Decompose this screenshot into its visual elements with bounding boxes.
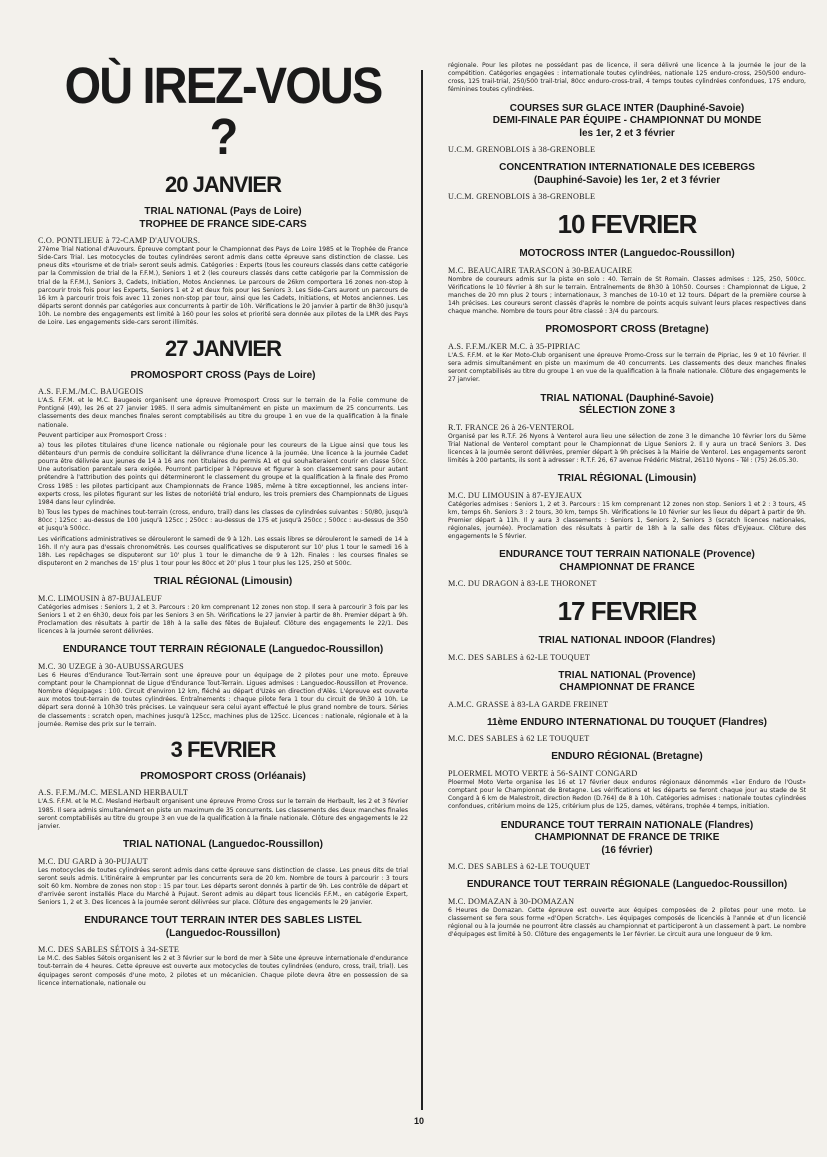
event-title: PROMOSPORT CROSS (Orléanais) <box>140 770 306 782</box>
event-text: Organisé par les R.T.F. 26 Nyons à Venterol aura lieu une sélection de zone 3 le dimanche 10 février lors du 5ème Trial National de Venterol comptant pour le Championnat de Ligue Seniors 2. Il y aura un tracé Seniors 3. Des licences à la journée seront délivrées, premier départ à 9h précises à la Mairie de Venterol. Les engagements seront limités à 200 partants, ils sont à adresser : R.T.F. 26, 67 avenue Frédéric Mistral, 26110 Nyons - Tél : (75) 26.05.30. <box>448 432 806 464</box>
event-text: Catégories admises : Seniors 1, 2 et 3. Parcours : 15 km comprenant 12 zones non stop. Seniors 1 et 2 : 3 tours, 45 km, temps 6h. Seniors 3 : 2 tours, 30 km, temps 5h. Vérifications le 10 février sur les lieux du départ à partir de 9h. Premier départ à 11h. Il y aura 3 classements : Seniors 1, Seniors 2, Seniors 3 (scratch licences nationales, régionales, journée). Proclamation des résultats à partir de 18h à la salle des fêtes d'Eyjeaux. Clôture des engagements le 5 février. <box>448 500 806 541</box>
event-text: 27ème Trial National d'Auvours. Épreuve comptant pour le Championnat des Pays de Loire 1985 et le Trophée de France Side-Cars Trial. Les motocycles de toutes cylindrées seront admis dans cette épreuve sans distinction de classe. Les pneus dits «tourisme et de trial» seront seuls admis. Catégories : Experts (tous les coureurs classés dans cette catégorie par la Commission de trial de la F.F.M.), Seniors 1 et 2 (les coureurs classés dans cette catégorie par la Commission de trial de la F.F.M.), Seniors 3, Cadets, Initiation, Motos Anciennes. Le parcours de 26km comportera 16 zones non-stop à parcourir trois fois pour les Experts, Seniors 1 et 2 et deux fois pour les Seniors 3. Les Side-Cars auront un parcours de 16 km à parcourir trois fois avec 11 zones non-stop par tour, ainsi que les Cadets, Initiations, et Motos anciennes. Les départs seront donnés par catégories aux concurrents à partir de 10h. Vérifications le 20 janvier à partir de 8h30 jusqu'à 10h. Le nombre des engagements est limité à 160 pour les solos et priorité sera donnée aux pilotes de la LMR des Pays de Loire. Les engagements side-cars seront illimités. <box>38 246 408 327</box>
event-text: Peuvent participer aux Promosport Cross : <box>38 431 167 439</box>
event-title: ENDURANCE TOUT TERRAIN NATIONALE (Provence) CHAMPIONNAT DE FRANCE <box>499 549 755 573</box>
date-heading: 3 FEVRIER <box>170 736 276 762</box>
event-text: a) tous les pilotes titulaires d'une licence nationale ou régionale pour les coureurs de la Ligue ainsi que tous les détenteurs d'un permis de conduire sollicitant la délivrance d'une licence à la journée. Une licence à la journée Cadet pourra être délivrée aux jeunes de 14 à 16 ans non titulaires du permis A1 et qui souhaiteraient courir en classe 50cc. Une autorisation parentale sera exigée. Pourront participer à l'épreuve et figurer à son classement sans pour autant prétendre à l'attribution des points qui détermineront le classement du groupe et la qualification à la finale des Promo Cross 1985 : les pilotes participant aux Championnats de France 1985, même à titre exceptionnel, les anciens inter-experts cross, les pilotes figurant sur les listes de notoriété trial enduro, les trois premiers des Championnats de Ligues 1984 dans leur cylindrée. <box>38 441 408 506</box>
event-club: A.S. F.F.M./M.C. BAUGEOIS <box>38 387 144 397</box>
event-text: b) Tous les types de machines tout-terrain (cross, enduro, trail) dans les classes de cylindrées suivantes : 50/80, jusqu'à 80cc ; 125cc : au-dessus de 100 jusqu'à 125cc ; 250cc : au-dessus de 175 et jusqu'à 250cc ; 500cc : au-dessus de 350 et jusqu'à 500cc. <box>38 509 408 533</box>
event-title: TRIAL RÉGIONAL (Limousin) <box>153 576 293 588</box>
event-title: ENDURANCE TOUT TERRAIN RÉGIONALE (Languedoc-Roussillon) <box>466 879 788 891</box>
event-text: L'A.S. F.F.M. et le Ker Moto-Club organisent une épreuve Promo-Cross sur le terrain de Pipriac, les 9 et 10 février. Il sera admis simultanément en piste un maximum de 40 concurrents. Les classements des deux manches finales seront comptabilisés au titre du groupe 1 en vue de la qualification à la finale nationale. Clôture des engagements le 27 janvier. <box>448 351 806 384</box>
right-column <box>448 62 806 941</box>
event-text: L'A.S. F.F.M. et le M.C. Baugeois organisent une épreuve Promosport Cross sur le terrain de la Folie commune de Pontigné (49), les 26 et 27 janvier 1985. Il sera admis simultanément en piste un maximum de 25 concurrents. Les classements des deux manches finales seront comptabilisés au titre du groupe 1 en vue de la qualification à la finale nationale. <box>38 397 408 429</box>
event-text: Catégories admises : Seniors 1, 2 et 3. Parcours : 20 km comprenant 12 zones non stop. Il sera à parcourir 3 fois par les Seniors 1 et 2 en 6h30, deux fois par les Seniors 3 en 5h. Vérifications le 27 janvier à partir de 8h. Premier départ à 9h. Proclamation des résultats à partir de 18h à la salle des fêtes de Bujaleuf. Clôture des engagements le 22/1. Des licences à la journée seront délivrées. <box>38 603 408 636</box>
event-title: TRIAL NATIONAL (Pays de Loire) TROPHEE DE FRANCE SIDE-CARS <box>139 206 307 230</box>
event-text: régionale. Pour les pilotes ne possédant pas de licence, il sera délivré une licence à la journée le jour de la compétition. Catégories engagées : internationale toutes cylindrées, nationale 125 enduro-cross, 250/500 enduro-cross, 125 trail-trial, 250/500 trail-trial, 80cc enduro-cross-trail, 4 temps toutes cylindrées confondues, 175 enduro, féminines toutes cylindrées. <box>448 62 806 94</box>
event-club: A.S. F.F.M./KER M.C. à 35-PIPRIAC <box>448 341 580 351</box>
event-club: M.C. DU GARD à 30-PUJAUT <box>38 856 148 866</box>
event-title: TRIAL NATIONAL INDOOR (Flandres) <box>538 635 716 647</box>
event-title: PROMOSPORT CROSS (Bretagne) <box>545 324 709 336</box>
event-club: M.C. DES SABLES à 62-LE TOUQUET <box>448 862 591 872</box>
event-title: CONCENTRATION INTERNATIONALE DES ICEBERGS (Dauphiné-Savoie) les 1er, 2 et 3 février <box>499 162 755 186</box>
event-text: L'A.S. F.F.M. et le M.C. Mesland Herbault organisent une épreuve Promo Cross sur le terrain de Herbault, les 2 et 3 février 1985. Il sera admis simultanément en piste un maximum de 35 concurrents. Les classements des deux manches finales seront comptabilisés au titre du groupe 3 en vue de la qualification à la finale nationale. Clôture des engagements le 22 janvier. <box>38 798 408 830</box>
event-text: Les 6 Heures d'Endurance Tout-Terrain sont une épreuve pour un équipage de 2 pilotes pour une moto. Épreuve comptant pour le Championnat de Ligue d'Endurance Tout-Terrain. Ligues admises : Languedoc-Roussillon et Provence. Nombre d'équipages : 100. Circuit d'environ 12 km, fléché au départ d'Uzès en direction d'Alès. L'épreuve est ouverte aux motos tout-terrain de toutes cylindrées. Entraînements : chaque pilote fera 1 tour du circuit de 9h30 à 10h. Le départ sera donné à 10h30 très précises. Le vainqueur sera celui ayant effectué le plus grand nombre de tours. Séries de classements : scratch open, machines jusqu'à 125cc, machines plus de 125cc. Licences : nationale, régionale et à la journée. Remise des prix sur le terrain. <box>38 671 408 728</box>
event-title: COURSES SUR GLACE INTER (Dauphiné-Savoie) DEMI-FINALE PAR ÉQUIPE - CHAMPIONNAT DU MONDE les 1er, 2 et 3 février <box>492 102 762 139</box>
event-club: M.C. DOMAZAN à 30-DOMAZAN <box>448 896 575 906</box>
event-club: PLOERMEL MOTO VERTE à 56-SAINT CONGARD <box>448 768 638 778</box>
event-title: TRIAL RÉGIONAL (Limousin) <box>557 473 697 485</box>
event-club: A.M.C. GRASSE à 83-LA GARDE FREINET <box>448 699 609 709</box>
event-club: U.C.M. GRENOBLOIS à 38-GRENOBLE <box>448 192 596 202</box>
event-title: 11ème ENDURO INTERNATIONAL DU TOUQUET (Flandres) <box>486 716 768 728</box>
event-text: Ploermel Moto Verte organise les 16 et 17 février deux enduros régionaux dénommés «1er Enduro de l'Oust» comptant pour le Championnat de Bretagne. Les vérifications et les départs se feront chaque jour au stade de St Congard à 6 km de Malestroit, direction Redon (D.764) de 8 à 10h. Catégories admises : nationale toutes cylindrées confondues, critérium moins de 125, critérium plus de 125, dames, vétérans, trophée 4 temps, initiation. <box>448 778 806 811</box>
event-club: M.C. BEAUCAIRE TARASCON à 30-BEAUCAIRE <box>448 265 633 275</box>
event-club: M.C. DES SABLES à 62 LE TOUQUET <box>448 734 590 744</box>
event-title: ENDURO RÉGIONAL (Bretagne) <box>551 751 703 763</box>
event-club: R.T. FRANCE 26 à 26-VENTEROL <box>448 422 574 432</box>
column-divider <box>421 70 423 1110</box>
event-title: MOTOCROSS INTER (Languedoc-Roussillon) <box>519 248 735 260</box>
event-title: TRIAL NATIONAL (Languedoc-Roussillon) <box>123 839 323 851</box>
event-club: M.C. DU DRAGON à 83-LE THORONET <box>448 579 597 589</box>
event-title: ENDURANCE TOUT TERRAIN NATIONALE (Flandres) CHAMPIONNAT DE FRANCE DE TRIKE (16 février) <box>500 819 754 856</box>
event-text: Nombre de coureurs admis sur la piste en solo : 40. Terrain de St Romain. Classes admises : 125, 250, 500cc. Vérifications le 10 février à 8h sur le terrain. Entraînements de 8h30 à 10h50. Courses : Championnat de Ligue, 2 manches de 20 mn plus 2 tours ; internationaux, 3 manches de 10-10 et 12 tours. Départ de la première course à 14h précises. Les coureurs seront classés d'après le nombre de points acquis suivant leurs places respectives dans chaque manche. Nombre de tours pour être classé : 3/4 du parcours. <box>448 275 806 316</box>
event-club: C.O. PONTLIEUE à 72-CAMP D'AUVOURS. <box>38 236 201 245</box>
date-heading: 17 FEVRIER <box>557 596 697 627</box>
event-title: ENDURANCE TOUT TERRAIN INTER DES SABLES LISTEL (Languedoc-Roussillon) <box>84 915 362 939</box>
date-heading: 10 FEVRIER <box>557 209 697 240</box>
date-heading: 20 JANVIER <box>165 172 281 197</box>
page-title: OÙ IREZ-VOUS ? <box>64 57 382 165</box>
event-club: M.C. LIMOUSIN à 87-BUJALEUF <box>38 593 162 603</box>
event-text: Les motocycles de toutes cylindrées seront admis dans cette épreuve sans distinction de classe. Les pneus dits de trial seront seuls admis. L'itinéraire à emprunter par les concurrents sera de 20 km. Nombre de tours à parcourir : 3 tours soit 60 km. Nombre de zones non stop : 15 par tour. Les départs seront donnés à partir de 9h. Les contrôle de départ et d'arrivée seront installés Place du Marché à Pujaut. Seront admis au départ tous licenciés F.F.M., en catégorie Expert, Seniors 1, 2 et 3. Des licences à la journée seront délivrées sur place. Clôture des engagements le 29 janvier. <box>38 866 408 907</box>
event-club: U.C.M. GRENOBLOIS à 38-GRENOBLE <box>448 145 596 155</box>
event-title: ENDURANCE TOUT TERRAIN RÉGIONALE (Languedoc-Roussillon) <box>62 644 384 656</box>
event-title: PROMOSPORT CROSS (Pays de Loire) <box>130 369 316 381</box>
event-club: M.C. DES SABLES SÉTOIS à 34-SETE <box>38 945 180 955</box>
event-club: M.C. DU LIMOUSIN à 87-EYJEAUX <box>448 490 583 500</box>
event-club: M.C. 30 UZEGE à 30-AUBUSSARGUES <box>38 661 184 671</box>
event-text: 6 Heures de Domazan. Cette épreuve est ouverte aux équipes composées de 2 pilotes pour une moto. Le classement se fera sous forme «d'Open Scratch». Les équipages composés de licenciés à l'année et d'un licencié régional ou à la journée ne pourront être classés au championnat et participeront à un classement à part. Le nombre d'équipages est limité à 50. Clôture des engagements le 1er février. Le circuit aura une longueur de 9 km. <box>448 906 806 939</box>
left-column <box>38 57 408 990</box>
event-title: TRIAL NATIONAL (Dauphiné-Savoie) SÉLECTION ZONE 3 <box>540 392 714 417</box>
event-text: Les vérifications administratives se dérouleront le samedi de 9 à 12h. Les essais libres se dérouleront le samedi de 14 à 16h. Il n'y aura pas d'essais chronométrés. Les courses qualificatives se disputeront sur 10' plus 1 tour le samedi 16 à 18h. Les repêchages se disputeront sur 10' plus 1 tour le dimanche de 9 à 12h. Finales : les courses finales se disputeront en 2 manches de 15' plus 1 tour pour les 80cc et 20' plus 1 tour plus les 125, 250 et 500c. <box>38 535 408 568</box>
page-number: 10 <box>414 1116 425 1126</box>
event-club: A.S. F.F.M./M.C. MESLAND HERBAULT <box>38 788 189 798</box>
event-club: M.C. DES SABLES à 62-LE TOUQUET <box>448 652 591 662</box>
event-title: TRIAL NATIONAL (Provence) CHAMPIONNAT DE FRANCE <box>558 669 696 694</box>
date-heading: 27 JANVIER <box>165 335 281 361</box>
event-text: Le M.C. des Sables Sétois organisent les 2 et 3 février sur le bord de mer à Sète une épreuve internationale d'endurance tout-terrain de 4 heures. Cette épreuve est ouverte aux motocycles de toutes cylindrées (enduro, cross, trail, trial). Les équipages seront composés d'une moto, 2 pilotes et un mécanicien. Chaque pilote devra être en possession de sa licence internationale, nationale ou <box>38 955 408 987</box>
